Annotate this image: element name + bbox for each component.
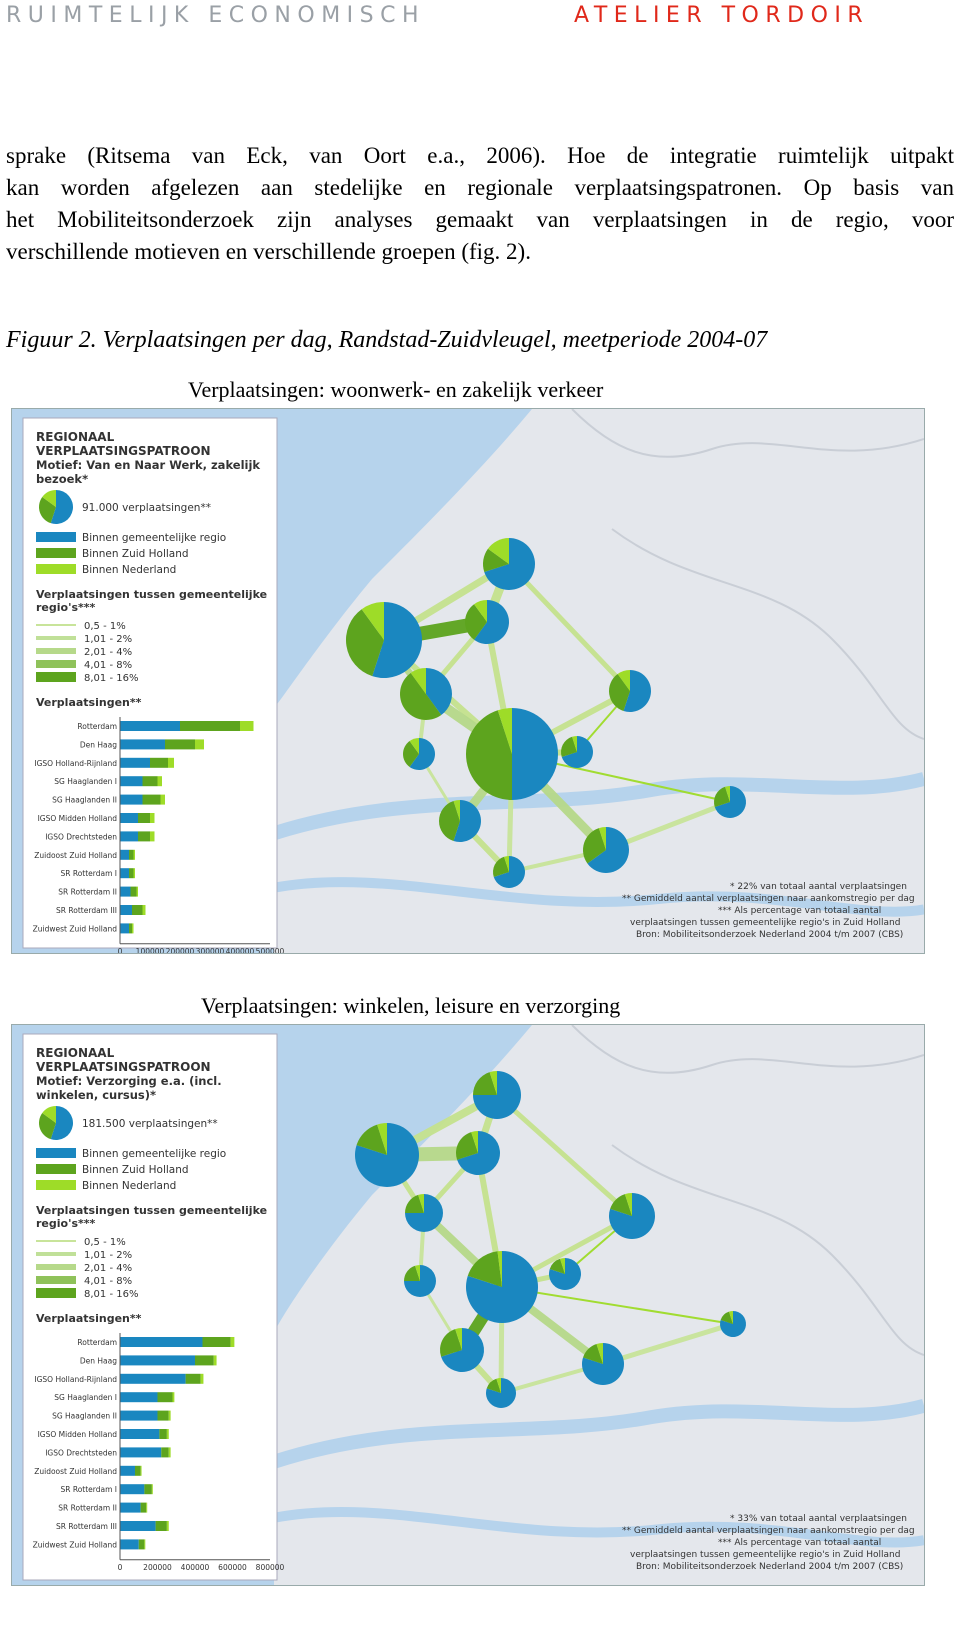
legend-flow-class: 8,01 - 16% <box>84 673 139 684</box>
chart-bar-segment <box>120 1411 158 1421</box>
chart-bar-segment <box>173 1392 175 1402</box>
legend-category: Binnen gemeentelijke regio <box>82 1148 227 1160</box>
region-pie <box>405 1194 443 1232</box>
chart-bar-segment <box>129 923 132 933</box>
chart-bar-segment <box>146 1503 147 1513</box>
chart-category-label: SR Rotterdam I <box>60 1485 117 1495</box>
figure-caption: Figuur 2. Verplaatsingen per dag, Randstad-Zuidvleugel, meetperiode 2004-07 <box>6 327 768 353</box>
legend-flow-class: 1,01 - 2% <box>84 634 133 645</box>
legend-flow-swatch <box>36 1264 76 1270</box>
legend-flow-swatch <box>36 648 76 654</box>
region-pie <box>561 736 593 768</box>
page-header <box>0 0 960 34</box>
chart-bar-segment <box>120 831 138 841</box>
chart-category-label: Zuidwest Zuid Holland <box>32 924 117 934</box>
region-pie <box>714 786 746 818</box>
chart-bar-segment <box>169 1411 171 1421</box>
map-caption: Verplaatsingen: winkelen, leisure en verzorging <box>201 993 621 1018</box>
legend-flow-class: 2,01 - 4% <box>84 1263 133 1274</box>
chart-bar-segment <box>131 887 137 897</box>
chart-bar-segment <box>203 1337 231 1347</box>
chart-bar-segment <box>143 905 146 915</box>
chart-bar-segment <box>120 795 143 805</box>
chart-bar-segment <box>180 721 240 731</box>
legend-swatch <box>36 1180 76 1190</box>
chart-x-tick: 200000 <box>165 946 195 953</box>
chart-bar-segment <box>137 887 139 897</box>
region-pie <box>483 538 535 590</box>
chart-title: Verplaatsingen** <box>36 1312 142 1325</box>
chart-bar-segment <box>120 1392 158 1402</box>
chart-bar-segment <box>129 868 134 878</box>
legend-pie <box>39 490 73 524</box>
legend-flows-title: regio's*** <box>36 1217 96 1230</box>
region-pie <box>720 1311 746 1337</box>
chart-x-tick: 300000 <box>195 946 225 953</box>
chart-bar-segment <box>159 1429 167 1439</box>
map-footnote: * 33% van totaal aantal verplaatsingen <box>730 1514 907 1524</box>
chart-bar-segment <box>143 776 158 786</box>
chart-bar-segment <box>120 1539 139 1549</box>
chart-bar-segment <box>231 1337 235 1347</box>
map-footnote: Bron: Mobiliteitsonderzoek Nederland 2004 t/m 2007 (CBS) <box>636 930 904 940</box>
chart-x-tick: 100000 <box>135 946 165 953</box>
legend-flows-title: Verplaatsingen tussen gemeentelijke <box>36 1204 268 1217</box>
chart-bar-segment <box>134 850 136 860</box>
map-footnote: verplaatsingen tussen gemeentelijke regio's in Zuid Holland <box>630 918 901 928</box>
paragraph-line: verschillende motieven en verschillende groepen (fig. 2). <box>6 239 531 264</box>
chart-bar-segment <box>120 1503 141 1513</box>
chart-x-tick: 0 <box>117 946 123 953</box>
legend-flow-class: 4,01 - 8% <box>84 660 133 671</box>
chart-category-label: SR Rotterdam II <box>58 1503 117 1513</box>
legend-swatch <box>36 1164 76 1174</box>
legend-category: Binnen Nederland <box>82 564 177 576</box>
map-legend <box>23 418 285 953</box>
chart-title: Verplaatsingen** <box>36 696 142 709</box>
chart-bar-segment <box>139 1539 145 1549</box>
map-panel-leisure <box>11 1024 925 1586</box>
chart-category-label: Zuidwest Zuid Holland <box>32 1540 117 1550</box>
legend-flow-class: 8,01 - 16% <box>84 1289 139 1300</box>
chart-bar-segment <box>158 1392 173 1402</box>
chart-bar-segment <box>120 1466 135 1476</box>
chart-bar-segment <box>161 795 166 805</box>
region-pie <box>404 1265 436 1297</box>
legend-motive: winkelen, cursus)* <box>36 1088 157 1102</box>
chart-bar-segment <box>195 1355 214 1365</box>
chart-category-label: SG Haaglanden I <box>54 777 117 787</box>
map-caption: Verplaatsingen: woonwerk- en zakelijk verkeer <box>188 377 604 402</box>
chart-category-label: Den Haag <box>79 1356 117 1366</box>
legend-swatch <box>36 548 76 558</box>
chart-x-tick: 600000 <box>218 1562 247 1572</box>
region-pie <box>609 670 651 712</box>
chart-bar-segment <box>120 868 129 878</box>
chart-x-tick: 400000 <box>180 1562 210 1572</box>
chart-category-label: Zuidoost Zuid Holland <box>34 850 117 860</box>
chart-category-label: Rotterdam <box>77 722 117 731</box>
region-pie <box>346 602 422 678</box>
chart-bar-segment <box>144 1484 152 1494</box>
chart-category-label: IGSO Drechtsteden <box>45 1448 117 1458</box>
chart-bar-segment <box>186 1374 201 1384</box>
region-pie <box>609 1193 655 1239</box>
chart-bar-segment <box>120 905 132 915</box>
chart-bar-segment <box>158 1411 169 1421</box>
region-pie <box>486 1378 516 1408</box>
header-left: RUIMTELIJK ECONOMISCH <box>6 3 426 28</box>
chart-bar-segment <box>120 887 131 897</box>
chart-category-label: Rotterdam <box>77 1338 117 1347</box>
chart-bar-segment <box>167 1521 169 1531</box>
body-paragraph <box>6 140 954 268</box>
chart-x-tick: 0 <box>117 1562 123 1572</box>
region-pie <box>549 1258 581 1290</box>
legend-category: Binnen Nederland <box>82 1180 177 1192</box>
chart-bar-segment <box>141 1466 142 1476</box>
legend-title: VERPLAATSINGSPATROON <box>36 444 211 458</box>
legend-flow-swatch <box>36 636 76 640</box>
chart-bar-segment <box>150 831 155 841</box>
legend-title: REGIONAAL <box>36 1046 115 1060</box>
chart-category-label: SR Rotterdam I <box>60 869 117 879</box>
legend-swatch <box>36 1148 76 1158</box>
chart-bar-segment <box>138 813 150 823</box>
chart-bar-segment <box>120 1374 186 1384</box>
region-pie <box>403 738 435 770</box>
chart-bar-segment <box>214 1355 217 1365</box>
legend-flow-class: 4,01 - 8% <box>84 1276 133 1287</box>
chart-bar-segment <box>156 1521 167 1531</box>
legend-flow-swatch <box>36 624 76 626</box>
chart-category-label: Zuidoost Zuid Holland <box>34 1466 117 1476</box>
region-pie <box>473 1071 521 1119</box>
chart-category-label: SR Rotterdam III <box>56 906 117 915</box>
chart-bar-segment <box>240 721 254 731</box>
chart-bar-segment <box>135 1466 141 1476</box>
chart-bar-segment <box>129 850 134 860</box>
chart-bar-segment <box>158 776 163 786</box>
chart-bar-segment <box>152 1484 153 1494</box>
region-pie <box>582 1343 624 1385</box>
chart-bar-segment <box>120 923 129 933</box>
chart-bar-segment <box>150 813 155 823</box>
map-footnote: ** Gemiddeld aantal verplaatsingen naar aankomstregio per dag <box>622 894 915 904</box>
chart-bar-segment <box>143 795 161 805</box>
legend-flow-class: 0,5 - 1% <box>84 1237 126 1248</box>
chart-category-label: SG Haaglanden I <box>54 1393 117 1403</box>
chart-bar-segment <box>120 1484 144 1494</box>
region-pie <box>456 1131 500 1175</box>
paragraph-line: sprake (Ritsema van Eck, van Oort e.a., 2006). Hoe de integratie ruimtelijk uitpakt <box>6 143 954 168</box>
map-footnote: ** Gemiddeld aantal verplaatsingen naar aankomstregio per dag <box>622 1526 915 1536</box>
chart-bar-segment <box>167 1429 169 1439</box>
map-footnote: *** Als percentage van totaal aantal <box>718 1538 882 1548</box>
chart-category-label: IGSO Midden Holland <box>37 1430 117 1439</box>
chart-category-label: SR Rotterdam III <box>56 1522 117 1531</box>
legend-title: REGIONAAL <box>36 430 115 444</box>
legend-motive: bezoek* <box>36 472 89 486</box>
chart-bar-segment <box>141 1503 147 1513</box>
flow-map <box>12 409 924 953</box>
chart-x-tick: 200000 <box>143 1562 172 1572</box>
region-pie <box>465 600 509 644</box>
map-footnote: * 22% van totaal aantal verplaatsingen <box>730 882 907 892</box>
legend-flow-class: 1,01 - 2% <box>84 1250 133 1261</box>
region-pie <box>439 800 481 842</box>
legend-swatch <box>36 532 76 542</box>
chart-bar-segment <box>150 758 168 768</box>
legend-pie <box>39 1106 73 1140</box>
chart-category-label: Den Haag <box>79 740 117 750</box>
paragraph-line: kan worden afgelezen aan stedelijke en regionale verplaatsingspatronen. Op basis van <box>6 175 954 200</box>
legend-category: Binnen gemeentelijke regio <box>82 532 227 544</box>
chart-category-label: SR Rotterdam II <box>58 887 117 897</box>
legend-flows-title: regio's*** <box>36 601 96 614</box>
chart-bar-segment <box>120 1447 161 1457</box>
region-pie <box>355 1123 419 1187</box>
legend-flow-swatch <box>36 1252 76 1256</box>
chart-bar-segment <box>132 905 143 915</box>
legend-flow-swatch <box>36 1240 76 1242</box>
chart-x-tick: 500000 <box>255 946 285 953</box>
map-footnote: Bron: Mobiliteitsonderzoek Nederland 2004 t/m 2007 (CBS) <box>636 1562 904 1572</box>
chart-category-label: IGSO Drechtsteden <box>45 832 117 842</box>
legend-swatch <box>36 564 76 574</box>
flow-map <box>12 1025 924 1585</box>
legend-flow-swatch <box>36 1276 76 1284</box>
chart-bar-segment <box>120 813 138 823</box>
map-panel-work <box>11 408 925 954</box>
legend-flows-title: Verplaatsingen tussen gemeentelijke <box>36 588 268 601</box>
chart-bar-segment <box>120 850 129 860</box>
chart-bar-segment <box>120 1521 156 1531</box>
chart-x-tick: 800000 <box>255 1562 285 1572</box>
chart-x-tick: 400000 <box>225 946 255 953</box>
legend-total: 181.500 verplaatsingen** <box>82 1118 218 1130</box>
legend-motive: Motief: Verzorging e.a. (incl. <box>36 1074 222 1088</box>
legend-category: Binnen Zuid Holland <box>82 1164 189 1176</box>
chart-bar-segment <box>201 1374 204 1384</box>
chart-bar-segment <box>120 1337 203 1347</box>
region-pie <box>583 827 629 873</box>
chart-category-label: IGSO Midden Holland <box>37 814 117 823</box>
region-pie <box>466 1251 538 1323</box>
map-legend <box>23 1034 285 1580</box>
chart-bar-segment <box>120 1355 195 1365</box>
chart-bar-segment <box>120 721 180 731</box>
region-pie <box>400 668 452 720</box>
chart-category-label: IGSO Holland-Rijnland <box>34 1374 117 1384</box>
chart-bar-segment <box>195 739 204 749</box>
chart-category-label: SG Haaglanden II <box>52 1411 117 1421</box>
map-footnote: *** Als percentage van totaal aantal <box>718 906 882 916</box>
legend-title: VERPLAATSINGSPATROON <box>36 1060 211 1074</box>
chart-bar-segment <box>138 831 150 841</box>
chart-bar-segment <box>120 1429 159 1439</box>
chart-bar-segment <box>168 758 174 768</box>
region-pie <box>493 856 525 888</box>
chart-bar-segment <box>169 1447 171 1457</box>
chart-category-label: SG Haaglanden II <box>52 795 117 805</box>
chart-bar-segment <box>120 758 150 768</box>
region-pie <box>466 708 558 800</box>
legend-flow-swatch <box>36 1288 76 1298</box>
header-right: ATELIER TORDOIR <box>574 3 870 28</box>
legend-flow-swatch <box>36 672 76 682</box>
chart-bar-segment <box>144 1539 145 1549</box>
chart-bar-segment <box>161 1447 169 1457</box>
legend-flow-class: 2,01 - 4% <box>84 647 133 658</box>
region-pie <box>440 1328 484 1372</box>
chart-bar-segment <box>120 776 143 786</box>
chart-category-label: IGSO Holland-Rijnland <box>34 758 117 768</box>
chart-bar-segment <box>134 868 136 878</box>
chart-bar-segment <box>132 923 134 933</box>
paragraph-line: het Mobiliteitsonderzoek zijn analyses gemaakt van verplaatsingen in de regio, voor <box>6 207 954 232</box>
legend-category: Binnen Zuid Holland <box>82 548 189 560</box>
legend-total: 91.000 verplaatsingen** <box>82 502 211 514</box>
chart-bar-segment <box>165 739 195 749</box>
legend-motive: Motief: Van en Naar Werk, zakelijk <box>36 458 261 472</box>
chart-bar-segment <box>120 739 165 749</box>
legend-flow-class: 0,5 - 1% <box>84 621 126 632</box>
legend-flow-swatch <box>36 660 76 668</box>
map-footnote: verplaatsingen tussen gemeentelijke regio's in Zuid Holland <box>630 1550 901 1560</box>
